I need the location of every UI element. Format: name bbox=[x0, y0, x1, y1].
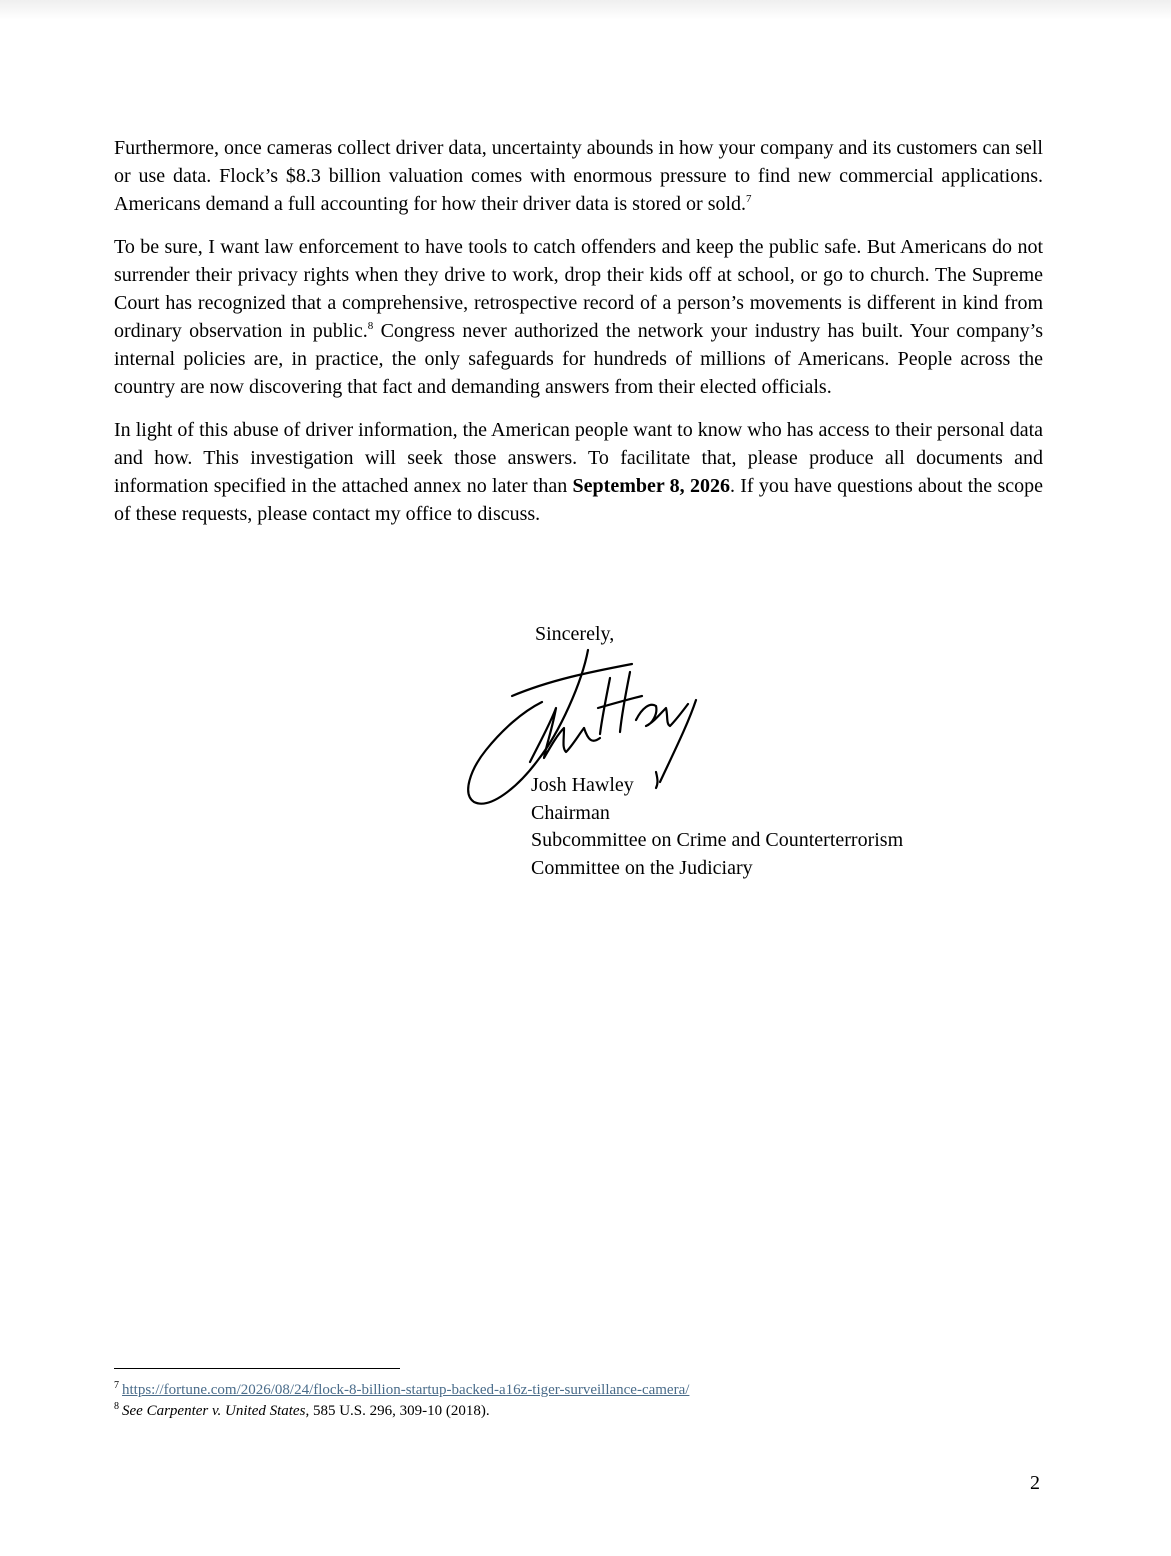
body-paragraph bbox=[114, 134, 1043, 218]
footnotes bbox=[114, 1380, 689, 1422]
scan-top-shadow bbox=[0, 0, 1171, 20]
footnote-reference: 7 bbox=[746, 193, 752, 205]
signer-committee: Committee on the Judiciary bbox=[531, 856, 753, 879]
footnote-8 bbox=[114, 1401, 689, 1422]
footnote-divider bbox=[114, 1368, 400, 1369]
body-paragraph bbox=[114, 416, 1043, 528]
footnote-number: 8 bbox=[114, 1401, 119, 1412]
closing-salutation: Sincerely, bbox=[535, 623, 615, 645]
signer-name: Josh Hawley bbox=[531, 774, 634, 796]
signer-title: Chairman bbox=[531, 801, 610, 824]
text-run: . If you have questions about the scope of these requests, please contact my office to discuss. bbox=[114, 475, 1043, 525]
footnote-reference: 8 bbox=[367, 320, 374, 332]
letter-body bbox=[114, 134, 1043, 543]
body-paragraph bbox=[114, 233, 1043, 401]
signer-subcommittee: Subcommittee on Crime and Counterterrorism bbox=[531, 829, 904, 851]
signature-block bbox=[531, 772, 903, 882]
footnote-number: 7 bbox=[114, 1380, 119, 1391]
text-run: Congress never authorized the network your industry has built. Your company’s internal policies are, in practice, the only safeguards for hundreds of millions of Americans. People across the country are now discovering that fact and demanding answers from their elected officials. bbox=[114, 320, 1043, 398]
bold-text: September 8, 2026 bbox=[572, 475, 730, 497]
text-run: , 585 U.S. 296, 309-10 (2018). bbox=[305, 1403, 490, 1419]
footnote-7 bbox=[114, 1380, 689, 1401]
text-run: Furthermore, once cameras collect driver data, uncertainty abounds in how your company and its customers can sell or use data. Flock’s $8.3 billion valuation comes with enormous pressure to find new commercial applications. Americans demand a full accounting for how their driver data is stored or sold. bbox=[114, 137, 1043, 215]
italic-text: See Carpenter v. United States bbox=[122, 1403, 306, 1419]
text-run: To be sure, I want law enforcement to have tools to catch offenders and keep the public safe. But Americans do not surrender their privacy rights when they drive to work, drop their kids off at school, or go to church. The Supreme Court has recognized that a comprehensive, retrospective record of a person’s movements is different in kind from ordinary observation in public. bbox=[114, 236, 1043, 342]
text-run: In light of this abuse of driver information, the American people want to know who has access to their personal data and how. This investigation will seek those answers. To facilitate that, please produce all documents and information specified in the attached annex no later than bbox=[114, 419, 1043, 497]
footnote-link[interactable]: https://fortune.com/2026/08/24/flock-8-billion-startup-backed-a16z-tiger-surveillance-camera/ bbox=[122, 1382, 690, 1398]
page-number: 2 bbox=[1030, 1472, 1040, 1494]
